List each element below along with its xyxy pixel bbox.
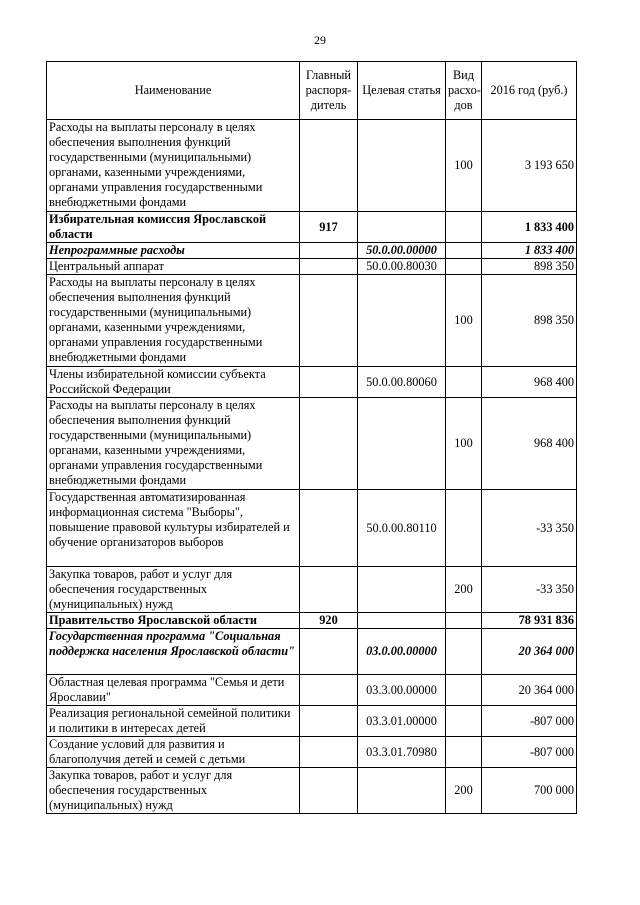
- cell-article: 50.0.00.80060: [358, 367, 446, 398]
- cell-amount: 898 350: [482, 259, 577, 275]
- cell-type: [446, 490, 482, 567]
- table-row: [47, 675, 577, 706]
- cell-type: [446, 629, 482, 675]
- table-row: [47, 275, 577, 367]
- cell-type: 200: [446, 768, 482, 814]
- cell-admin: [300, 675, 358, 706]
- cell-admin: [300, 768, 358, 814]
- table-row: [47, 259, 577, 275]
- table-row: [47, 613, 577, 629]
- header-admin: Главный распоря-дитель: [300, 62, 358, 120]
- cell-type: [446, 243, 482, 259]
- cell-admin: 917: [300, 212, 358, 243]
- cell-name: Непрограммные расходы: [47, 243, 300, 259]
- cell-amount: 78 931 836: [482, 613, 577, 629]
- cell-admin: [300, 567, 358, 613]
- table-row: [47, 567, 577, 613]
- cell-admin: [300, 243, 358, 259]
- cell-amount: 20 364 000: [482, 675, 577, 706]
- cell-amount: 700 000: [482, 768, 577, 814]
- cell-article: 50.0.00.00000: [358, 243, 446, 259]
- table-row: [47, 398, 577, 490]
- cell-type: [446, 675, 482, 706]
- header-type: Вид расхо-дов: [446, 62, 482, 120]
- cell-name: Правительство Ярославской области: [47, 613, 300, 629]
- cell-article: [358, 768, 446, 814]
- cell-admin: 920: [300, 613, 358, 629]
- cell-article: [358, 567, 446, 613]
- cell-name: Расходы на выплаты персоналу в целях обеспечения выполнения функций государственными (муниципальными) органами, казенными учреждениями, органами управления государственными внебюджетными фондами: [47, 275, 300, 367]
- cell-name: Расходы на выплаты персоналу в целях обеспечения выполнения функций государственными (муниципальными) органами, казенными учреждениями, органами управления государственными внебюджетными фондами: [47, 398, 300, 490]
- header-amount: 2016 год (руб.): [482, 62, 577, 120]
- cell-admin: [300, 275, 358, 367]
- cell-admin: [300, 706, 358, 737]
- cell-amount: 968 400: [482, 367, 577, 398]
- header-name: Наименование: [47, 62, 300, 120]
- cell-type: 100: [446, 120, 482, 212]
- cell-type: [446, 367, 482, 398]
- cell-amount: 3 193 650: [482, 120, 577, 212]
- cell-name: Избирательная комиссия Ярославской области: [47, 212, 300, 243]
- cell-admin: [300, 398, 358, 490]
- cell-article: [358, 212, 446, 243]
- cell-type: [446, 212, 482, 243]
- cell-article: [358, 398, 446, 490]
- table-row: [47, 243, 577, 259]
- cell-article: 50.0.00.80030: [358, 259, 446, 275]
- cell-amount: -807 000: [482, 737, 577, 768]
- table-row: [47, 737, 577, 768]
- cell-amount: -33 350: [482, 490, 577, 567]
- table-row: [47, 367, 577, 398]
- cell-article: [358, 120, 446, 212]
- table-row: [47, 120, 577, 212]
- cell-amount: 1 833 400: [482, 243, 577, 259]
- cell-type: [446, 737, 482, 768]
- cell-admin: [300, 120, 358, 212]
- cell-name: Центральный аппарат: [47, 259, 300, 275]
- cell-amount: -807 000: [482, 706, 577, 737]
- cell-admin: [300, 367, 358, 398]
- cell-name: Расходы на выплаты персоналу в целях обеспечения выполнения функций государственными (муниципальными) органами, казенными учреждениями, органами управления государственными внебюджетными фондами: [47, 120, 300, 212]
- cell-amount: 1 833 400: [482, 212, 577, 243]
- cell-article: [358, 275, 446, 367]
- cell-article: 03.3.01.00000: [358, 706, 446, 737]
- cell-name: Создание условий для развития и благополучия детей и семей с детьми: [47, 737, 300, 768]
- cell-article: 03.3.00.00000: [358, 675, 446, 706]
- table-row: [47, 490, 577, 567]
- budget-table: [46, 61, 577, 814]
- cell-amount: 20 364 000: [482, 629, 577, 675]
- cell-admin: [300, 259, 358, 275]
- cell-admin: [300, 490, 358, 567]
- cell-article: 03.0.00.00000: [358, 629, 446, 675]
- cell-amount: -33 350: [482, 567, 577, 613]
- cell-name: Государственная программа "Социальная поддержка населения Ярославской области": [47, 629, 300, 675]
- header-article: Целевая статья: [358, 62, 446, 120]
- cell-admin: [300, 629, 358, 675]
- cell-type: [446, 613, 482, 629]
- page-number: 29: [314, 33, 326, 47]
- table-row: [47, 706, 577, 737]
- cell-article: 50.0.00.80110: [358, 490, 446, 567]
- cell-type: 100: [446, 275, 482, 367]
- cell-type: [446, 259, 482, 275]
- cell-type: [446, 706, 482, 737]
- cell-name: Закупка товаров, работ и услуг для обеспечения государственных (муниципальных) нужд: [47, 768, 300, 814]
- table-body: [47, 120, 577, 814]
- cell-amount: 898 350: [482, 275, 577, 367]
- table-row: [47, 212, 577, 243]
- cell-name: Реализация региональной семейной политики и политики в интересах детей: [47, 706, 300, 737]
- table-row: [47, 629, 577, 675]
- table-row: [47, 768, 577, 814]
- cell-article: [358, 613, 446, 629]
- cell-type: 200: [446, 567, 482, 613]
- cell-article: 03.3.01.70980: [358, 737, 446, 768]
- cell-name: Закупка товаров, работ и услуг для обеспечения государственных (муниципальных) нужд: [47, 567, 300, 613]
- cell-name: Областная целевая программа "Семья и дети Ярославии": [47, 675, 300, 706]
- cell-name: Члены избирательной комиссии субъекта Российской Федерации: [47, 367, 300, 398]
- cell-name: Государственная автоматизированная информационная система "Выборы", повышение правовой культуры избирателей и обучение организаторов выборов: [47, 490, 300, 567]
- header-row: [47, 62, 577, 120]
- cell-type: 100: [446, 398, 482, 490]
- cell-admin: [300, 737, 358, 768]
- cell-amount: 968 400: [482, 398, 577, 490]
